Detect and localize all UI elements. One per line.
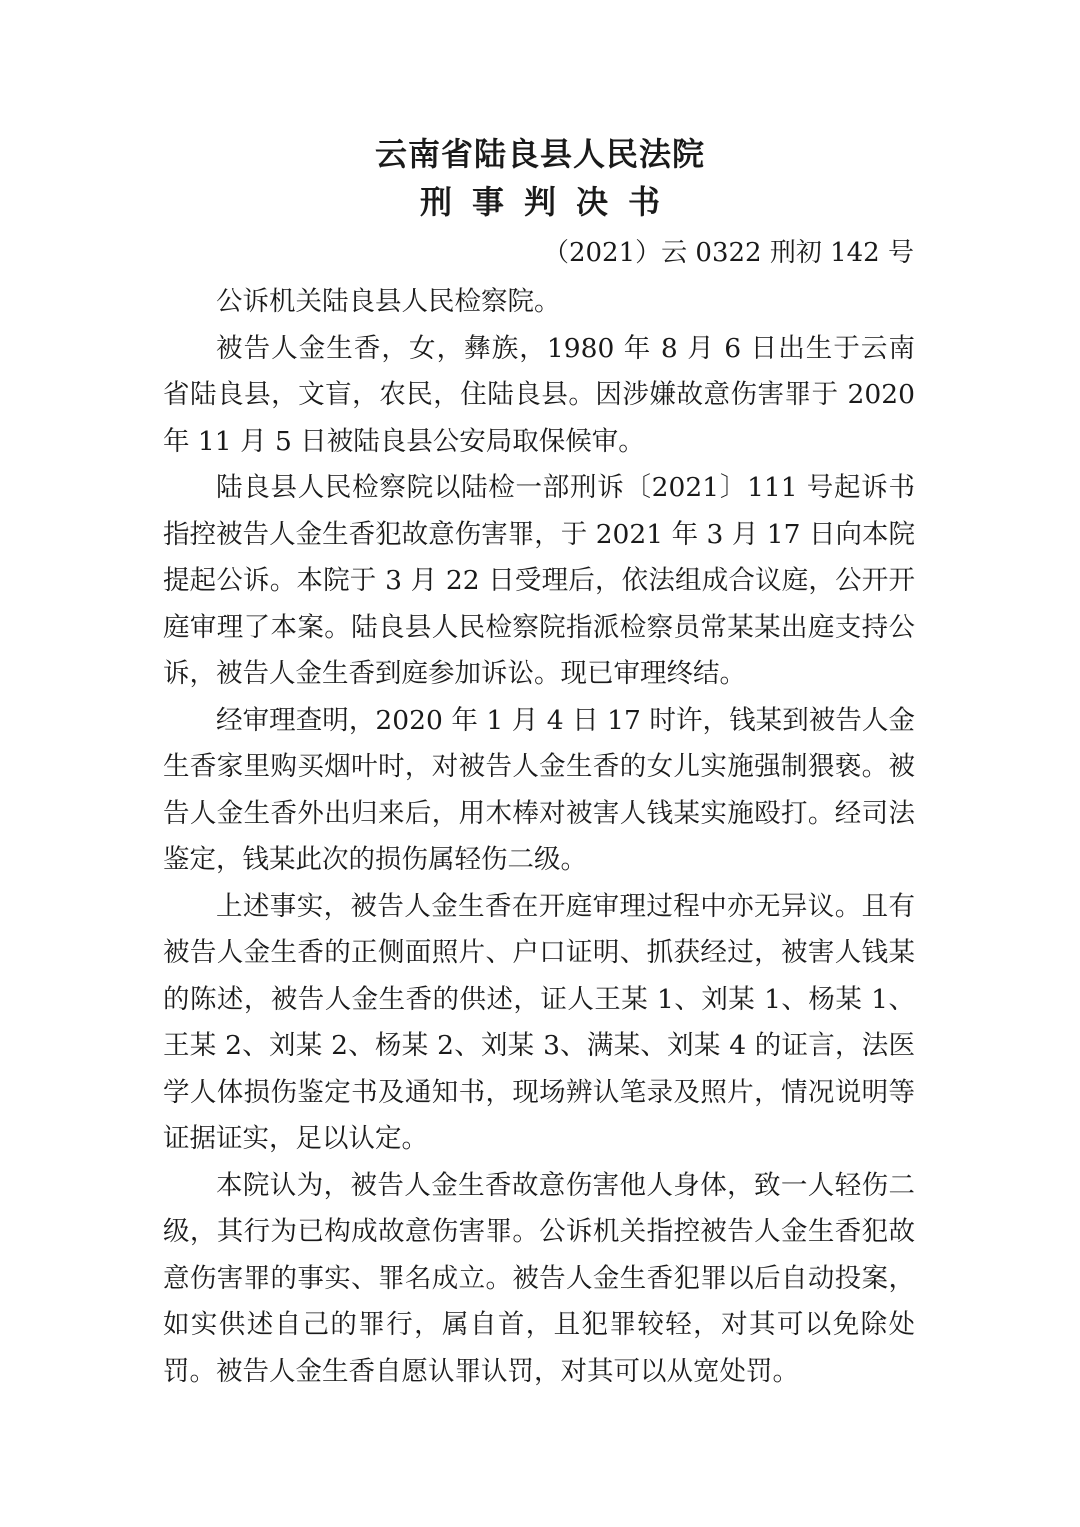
judgment-body <box>163 279 915 1395</box>
document-type-title: 刑事判决书 <box>419 183 680 221</box>
court-name: 云南省陆良县人民法院 <box>374 135 705 173</box>
paragraph-evidence: 上述事实，被告人金生香在开庭审理过程中亦无异议。且有被告人金生香的正侧面照片、户口证明、抓获经过，被害人钱某的陈述，被告人金生香的供述，证人王某 1、刘某 1、杨某 1、王某 2、刘某 2、杨某 2、刘某 3、满某、刘某 4 的证言，法医学人体损伤鉴定书及通知书，现场辨认笔录及照片，情况说明等证据证实，足以认定。 <box>163 890 915 1154</box>
paragraph-procedure: 陆良县人民检察院以陆检一部刑诉〔2021〕111 号起诉书指控被告人金生香犯故意伤害罪，于 2021 年 3 月 17 日向本院提起公诉。本院于 3 月 22 日受理后，依法组成合议庭，公开开庭审理了本案。陆良县人民检察院指派检察员常某某出庭支持公诉，被告人金生香到庭参加诉讼。现已审理终结。 <box>163 472 915 689</box>
paragraph-defendant-info: 被告人金生香，女，彝族，1980 年 8 月 6 日出生于云南省陆良县，文盲，农民，住陆良县。因涉嫌故意伤害罪于 2020 年 11 月 5 日被陆良县公安局取保候审。 <box>163 332 915 457</box>
paragraph-prosecutor: 公诉机关陆良县人民检察院。 <box>216 286 561 317</box>
paragraph-court-opinion: 本院认为，被告人金生香故意伤害他人身体，致一人轻伤二级，其行为已构成故意伤害罪。公诉机关指控被告人金生香犯故意伤害罪的事实、罪名成立。被告人金生香犯罪以后自动投案，如实供述自己的罪行，属自首，且犯罪较轻，对其可以免除处罚。被告人金生香自愿认罪认罚，对其可以从宽处罚。 <box>163 1169 915 1387</box>
case-number: （2021）云 0322 刑初 142 号 <box>542 238 914 268</box>
paragraph-facts: 经审理查明，2020 年 1 月 4 日 17 时许，钱某到被告人金生香家里购买烟叶时，对被告人金生香的女儿实施强制猥亵。被告人金生香外出归来后，用木棒对被害人钱某实施殴打。经司法鉴定，钱某此次的损伤属轻伤二级。 <box>163 704 915 875</box>
